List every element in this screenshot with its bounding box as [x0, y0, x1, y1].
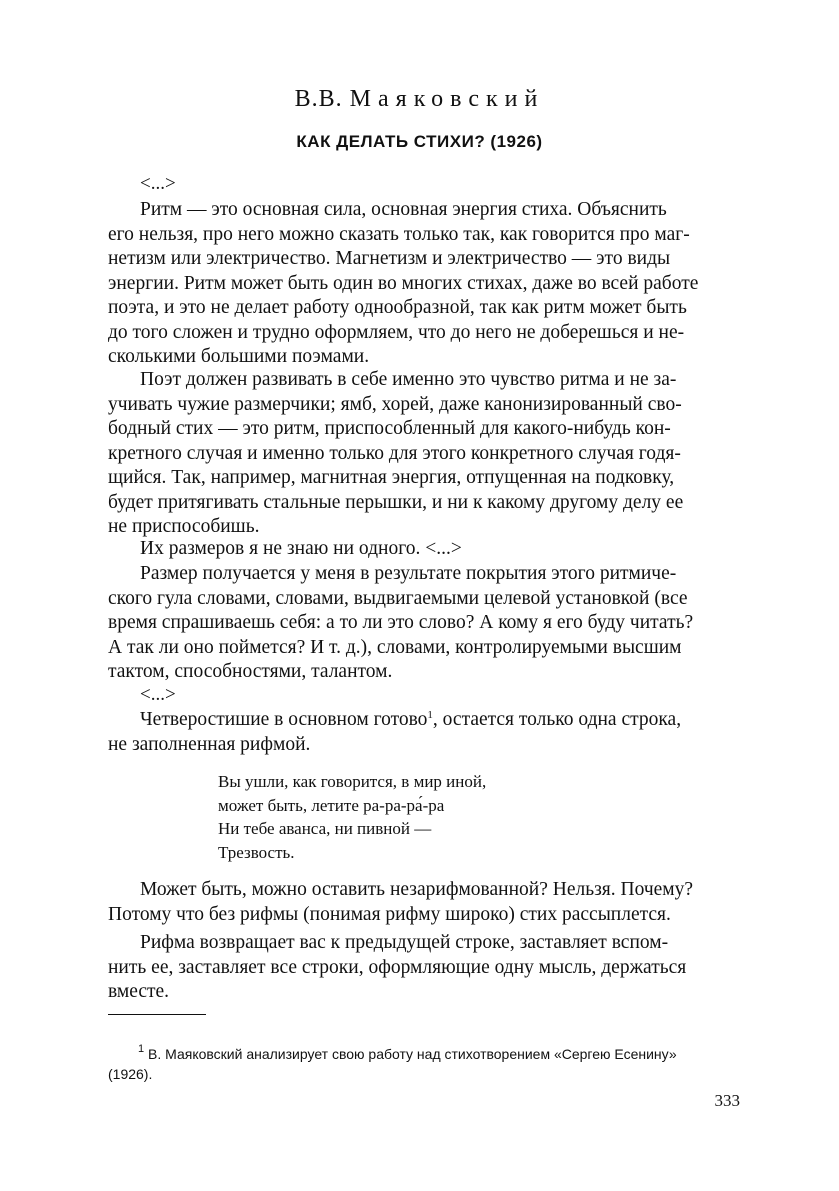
paragraph-meter [108, 562, 740, 685]
omission-mark: <...> [140, 684, 176, 705]
author-name [0, 86, 839, 113]
paragraph-poet [108, 368, 740, 540]
text-line: время спрашиваешь себя: а то ли это слово? А кому я его буду читать? [108, 612, 694, 633]
text-fragment: , остается только одна строка, [432, 709, 682, 730]
text-line: щийся. Так, например, магнитная энергия, отпущенная на подковку, [108, 467, 675, 488]
poem-line: Вы ушли, как говорится, в мир иной, [218, 772, 487, 791]
author-initials: В.В. [294, 86, 343, 112]
text-line: Размер получается у меня в результате покрытия этого ритмиче- [140, 563, 677, 584]
paragraph-sizes [108, 537, 740, 562]
paragraph-rhythm [108, 198, 740, 370]
footnote-line: (1926). [108, 1066, 153, 1082]
text-line: Рифма возвращает вас к предыдущей строке, заставляет вспом- [140, 932, 669, 953]
text-line: Потому что без рифмы (понимая рифму широко) стих рассыплется. [108, 903, 671, 925]
text-line: А так ли оно поймется? И т. д.), словами, контролируемыми высшим [108, 636, 682, 658]
text-line: Может быть, можно оставить незарифмованной? Нельзя. Почему? [140, 879, 694, 900]
text-line: энергии. Ритм может быть один во многих стихах, даже во всей работе [108, 272, 699, 294]
poem-line: Ни тебе аванса, ни пивной — [218, 819, 432, 838]
text-line: бодный стих — это ритм, приспособленный для какого-нибудь кон- [108, 418, 671, 439]
paragraph-rhyme [108, 931, 740, 1005]
text-line: тактом, способностями, талантом. [108, 661, 393, 682]
text-line: не заполненная рифмой. [108, 733, 311, 755]
poem-quote [218, 770, 486, 864]
text-line: кретного случая и именно только для этого конкретного случая годя- [108, 442, 681, 464]
text-line: учивать чужие размерчики; ямб, хорей, даже канонизированный сво- [108, 393, 682, 415]
text-line: будет притягивать стальные перышки, и ни к какому другому делу ее [108, 491, 684, 513]
text-line: Их размеров я не знаю ни одного. <...> [140, 538, 462, 559]
footnote-mark: 1 [138, 1043, 145, 1055]
footnote-reference[interactable]: 1 [427, 709, 433, 721]
page-number: 333 [714, 1091, 740, 1110]
author-surname: Маяковский [349, 86, 545, 112]
omission-mark: <...> [140, 173, 176, 194]
paragraph-unrhymed [108, 878, 740, 927]
essay-title: КАК ДЕЛАТЬ СТИХИ? (1926) [296, 132, 543, 151]
footnote-line [108, 1044, 740, 1064]
text-line: до того сложен и трудно оформляем, что до него не доберешься и не- [108, 321, 685, 343]
text-line: Ритм — это основная сила, основная энергия стиха. Объяснить [140, 199, 667, 220]
text-line: его нельзя, про него можно сказать только так, как говорится про маг- [108, 223, 690, 245]
text-line: не приспособишь. [108, 516, 260, 537]
text-line [108, 708, 740, 733]
poem-line: Трезвость. [218, 842, 295, 862]
paragraph-quatrain [108, 708, 740, 757]
text-line: поэта, и это не делает работу однообразной, так как ритм может быть [108, 297, 687, 318]
text-line: Поэт должен развивать в себе именно это чувство ритма и не за- [140, 369, 677, 390]
text-line: нить ее, заставляет все строки, оформляющие одну мысль, держаться [108, 956, 687, 978]
footnote-divider [108, 1014, 206, 1015]
text-line: вместе. [108, 981, 170, 1002]
poem-line: может быть, летите ра-ра-ра́-ра [218, 795, 445, 815]
text-line: ского гула словами, словами, выдвигаемыми целевой установкой (все [108, 587, 688, 609]
footnote [108, 1044, 740, 1084]
text-fragment: Четверостишие в основном готово [140, 709, 428, 730]
footnote-text: В. Маяковский анализирует свою работу над стихотворением «Сергею Есенину» [144, 1046, 677, 1062]
text-line: нетизм или электричество. Магнетизм и электричество — это виды [108, 248, 671, 269]
text-line: сколькими большими поэмами. [108, 346, 370, 367]
